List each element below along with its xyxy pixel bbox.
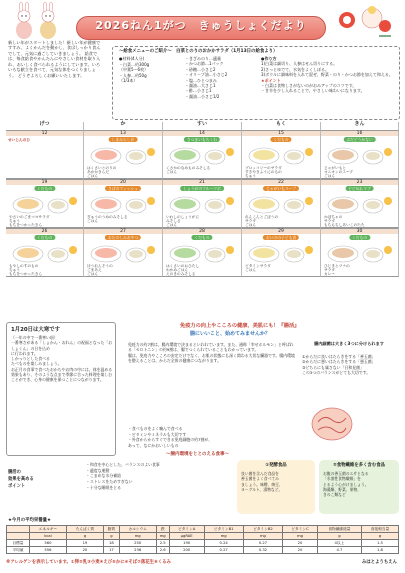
day-number: 12 bbox=[6, 130, 84, 136]
dish-label: すきやきふうにのもの bbox=[245, 170, 282, 175]
gut-tips-list: ・食べものをよく噛んで食べる ・ビタミンやミネラルも大切です ・外食からからすぐできる免疫細胞の約7割が、 あって、なにかおいしいもの bbox=[128, 426, 213, 448]
recipe-body: 1)白菜は細切り、人参はせん切りにする。 2)さっとゆでて、水気をよくしぼる。 3)ボウルに調味料を入れて混ぜ、野菜・のり・かつお節を加えて和える。 bbox=[261, 61, 393, 78]
nutrition-cell: g bbox=[317, 533, 361, 540]
menu-badge: おたのしみおやつ bbox=[105, 235, 141, 240]
menu-badge: くだもの bbox=[34, 235, 55, 240]
menu-cell bbox=[321, 234, 399, 277]
intestine-illustration bbox=[302, 402, 362, 444]
day-number: 22 bbox=[242, 179, 321, 185]
menu-badge: ピピ5ほ-マブ bbox=[345, 186, 374, 191]
nutrition-cell: 2.5 bbox=[156, 540, 169, 547]
day-number: 15 bbox=[242, 130, 321, 136]
gut-diet-title: 〜腸内環境をととのえる食事〜 bbox=[166, 452, 229, 457]
menu-cell bbox=[242, 185, 321, 228]
ingredients-title: ●材料(4人分) bbox=[119, 56, 145, 61]
dish-label: ブロッコリーのサラダ bbox=[245, 166, 282, 170]
dish-label: やさいのごまマヨサラダ bbox=[9, 215, 50, 219]
nutrition-cell: 食塩相当量 bbox=[361, 526, 398, 533]
dish-label: もちをつかったきら bbox=[9, 272, 43, 277]
dish-label: ごはん bbox=[166, 170, 178, 175]
nutrition-cell: ビタミンA bbox=[169, 526, 204, 533]
food-plate-icon bbox=[167, 144, 237, 166]
nutrition-cell: 1.8 bbox=[361, 547, 398, 554]
nutrition-cell: mg bbox=[243, 533, 282, 540]
nutrition-cell: たんぱく質 bbox=[66, 526, 103, 533]
ingredients-list-2: ・きざみのり…適量 ・かつお節…1パック ・砂糖…小さじ2 ・オリーブ油…小さじ2 ・塩…ひとつまみ ・醤油…大さじ1 ・酢…小さじ1 ・醤油…小さじ1/2 bbox=[185, 56, 228, 99]
dish-label: オニオンのスープ bbox=[324, 170, 353, 175]
dish-label: あかかきらだ bbox=[87, 170, 110, 175]
ingredients-list-1: ・白菜…約300g （中葉5〜6枚） ・人参…約50g （1/3本） bbox=[119, 62, 150, 84]
nutrition-cell: 250 bbox=[119, 540, 156, 547]
nutrition-cell: カルシウム bbox=[119, 526, 156, 533]
dish-label: ごはん bbox=[87, 174, 99, 179]
dish-label: じゃがいもと bbox=[324, 166, 347, 170]
day-number: 29 bbox=[242, 228, 321, 234]
nutrition-cell: 20 bbox=[66, 547, 103, 554]
day-number: 30 bbox=[321, 228, 399, 234]
gut-bacteria-body: ①からだに良いはたらきをする「善玉菌」 ②からだに悪いはたらきをする「悪玉菌」 ③どちらにも属さない「日和見菌」 この3つのバランスがとても大切です。 bbox=[302, 354, 376, 376]
day-number: 23 bbox=[321, 179, 399, 185]
menu-cell bbox=[6, 136, 84, 179]
week-row bbox=[6, 136, 399, 179]
nutrition-row bbox=[7, 540, 399, 547]
food-plate-icon bbox=[167, 242, 237, 264]
balance-heading: 腸活の 効果を高める ポイント bbox=[8, 470, 34, 489]
day-number: 27 bbox=[84, 228, 163, 234]
point-title: ★ポイント bbox=[261, 77, 281, 83]
menu-badge: さばのフィッシュ bbox=[105, 186, 141, 191]
menu-cell bbox=[163, 185, 242, 228]
nutrition-cell: 1.5 bbox=[361, 540, 398, 547]
menu-badge: おいのの子ども食 bbox=[263, 235, 299, 240]
allergy-note: ※アレルゲンを表示しています。①卵②乳③小麦④えび⑤かに⑥そば⑦落花生⑧くるみ bbox=[6, 560, 171, 565]
menu-cell bbox=[84, 136, 163, 179]
fermented-food-body: 良い菌を含んだ食品を 善玉菌をよく食べてみ ましょう。味噌、納豆、 ヨーグルト、漬物など。 bbox=[241, 471, 283, 492]
title-banner bbox=[76, 16, 326, 40]
school-name: みはとようちえん bbox=[361, 560, 397, 565]
dish-label: ごまあえ bbox=[87, 268, 102, 273]
daikan-heading: 1月20日は大寒です bbox=[11, 327, 60, 333]
menu-badge: ぶだどうかない bbox=[343, 137, 376, 142]
food-plate-icon bbox=[325, 193, 395, 215]
nutrition-cell: 4以上 bbox=[317, 540, 361, 547]
food-plate-icon bbox=[10, 193, 80, 215]
dish-label: みそしる bbox=[166, 219, 181, 224]
dish-label: ちゅう bbox=[245, 174, 257, 179]
dish-label: サラダ bbox=[324, 219, 336, 224]
dish-label: ひじきとツナの bbox=[324, 264, 350, 268]
nutrition-cell: mg bbox=[204, 533, 243, 540]
nutrition-row bbox=[7, 547, 399, 554]
food-plate-icon bbox=[246, 193, 316, 215]
week-row bbox=[6, 185, 399, 228]
dish-label: もちをつかったきら bbox=[9, 223, 43, 228]
nutrition-cell: 0.27 bbox=[243, 540, 282, 547]
holiday-label: せいじんのひ bbox=[8, 138, 31, 142]
dish-label: ごはん bbox=[166, 223, 178, 228]
daikan-body: （一年の中で一番寒い頃） 一番寒さがある「しょかん・おれん」の祝福となった「おしょくん」の日を込め に行われます。 しかっりとした食べる たべものを楽しみましょう。 お正月の食事で食べたおかちやお肉の中には、体を温める効果もあり、そのような点まで季節に合った料理を楽しむことができ、心身の健康を保つことにつながります。 bbox=[11, 335, 113, 383]
gut-article-subtitle: 腸にいいこと、始めてみませんか？ bbox=[190, 331, 271, 337]
dish-label: ちゅう bbox=[9, 268, 21, 273]
nutrition-cell: 0.27 bbox=[204, 547, 243, 554]
dow-tue: か bbox=[84, 122, 163, 130]
nutrition-cell: 鉄 bbox=[156, 526, 169, 533]
food-plate-icon bbox=[246, 242, 316, 264]
nutrition-cell: 560 bbox=[29, 540, 66, 547]
nutrition-cell: 556 bbox=[29, 547, 66, 554]
menu-badge: しょうがのフルーツボ bbox=[180, 186, 224, 191]
dish-label: くさかのなめものみそしる bbox=[166, 166, 211, 170]
day-number: 20 bbox=[84, 179, 163, 185]
dish-label: ごはん bbox=[245, 268, 257, 273]
dow-mon: げつ bbox=[6, 122, 84, 130]
fermented-food-box bbox=[237, 460, 315, 514]
nutrition-cell: ビタミンB1 bbox=[204, 526, 243, 533]
nutrition-table bbox=[6, 525, 399, 554]
nutrition-cell: 190 bbox=[169, 540, 204, 547]
menu-cell bbox=[163, 136, 242, 179]
nutrition-cell bbox=[7, 533, 30, 540]
nutrition-cell: 食物繊維総量 bbox=[317, 526, 361, 533]
nutrition-cell: 20 bbox=[283, 540, 318, 547]
daikan-article bbox=[6, 322, 116, 456]
day-number: 13 bbox=[84, 130, 163, 136]
nutrition-cell: 脂質 bbox=[103, 526, 119, 533]
dish-label: もちもちしあいこのたた bbox=[324, 223, 365, 228]
dow-wed: すい bbox=[163, 122, 242, 130]
nutrition-cell: 平均値 bbox=[7, 547, 30, 554]
week-row bbox=[6, 234, 399, 277]
dish-label: はくさいのおひたし bbox=[166, 264, 200, 268]
gut-bacteria-heading: 腸内細菌は大きく3つに分けられます bbox=[314, 341, 384, 346]
dish-label: ちゅう bbox=[9, 219, 21, 224]
recipe-title: ●作り方 bbox=[261, 56, 277, 61]
dish-label: れんこんとごぼうの bbox=[245, 215, 279, 219]
nutrition-title: ★今月の平均栄養量★ bbox=[8, 518, 51, 523]
nutrition-cell: 18 bbox=[103, 540, 119, 547]
fiber-food-heading: ②食物繊維を多く含む食品 bbox=[332, 463, 385, 468]
nutrition-cell: mg bbox=[119, 533, 156, 540]
nutrition-cell: kcal bbox=[29, 533, 66, 540]
balance-box bbox=[6, 460, 234, 514]
dish-label: ごはん bbox=[87, 272, 99, 277]
dow-fri: きん bbox=[321, 122, 399, 130]
lunch-calendar bbox=[6, 122, 399, 318]
rabbit-dolls-illustration bbox=[8, 2, 68, 40]
nutrition-cell bbox=[7, 526, 30, 533]
menu-cell bbox=[242, 234, 321, 277]
dish-label: サラダ bbox=[245, 219, 257, 224]
nutrition-cell: g bbox=[361, 533, 398, 540]
dish-label: ほうれんそうの bbox=[87, 264, 113, 268]
menu-badge: くだもの bbox=[191, 235, 212, 240]
fiber-food-box bbox=[319, 460, 399, 514]
nutrition-cell: エネルギー bbox=[29, 526, 66, 533]
dish-label: もやしのすのもの bbox=[9, 264, 39, 268]
gut-health-article bbox=[120, 322, 398, 482]
nutrition-cell: μgRAE bbox=[169, 533, 204, 540]
nutrition-cell: 0.24 bbox=[204, 540, 243, 547]
dish-label: ビタミンサラダ bbox=[245, 264, 271, 268]
food-plate-icon bbox=[10, 242, 80, 264]
dish-label: ごはん bbox=[87, 219, 99, 224]
recipe-steps bbox=[261, 56, 397, 94]
nutrition-cell: ビタミンB2 bbox=[243, 526, 282, 533]
menu-badge: しまみらし仔 bbox=[109, 137, 138, 142]
nutrition-cell: 19 bbox=[66, 540, 103, 547]
menu-badge: さつまいもちくわ bbox=[184, 137, 220, 142]
dish-label: はくさいとのりの bbox=[87, 166, 117, 170]
nutrition-cell: 目標量 bbox=[7, 540, 30, 547]
day-number: 16 bbox=[321, 130, 399, 136]
dish-label: わかめごはん bbox=[166, 268, 189, 273]
dish-label: ごはん bbox=[324, 174, 336, 179]
menu-badge: くだもの bbox=[270, 137, 291, 142]
nutrition-cell: ビタミンC bbox=[283, 526, 318, 533]
nutrition-cell: 2.6 bbox=[156, 547, 169, 554]
food-plate-icon bbox=[167, 193, 237, 215]
food-plate-icon bbox=[325, 242, 395, 264]
nutrition-cell: mg bbox=[283, 533, 318, 540]
dow-thu: もく bbox=[242, 122, 321, 130]
menu-cell bbox=[84, 234, 163, 277]
nutrition-cell: 4.7 bbox=[317, 547, 361, 554]
dish-label: カレー bbox=[324, 272, 336, 277]
greeting-text: 新しい年がスタートしました！新しい年が健康ですすみ、よくかんだを動かし、食ばしっかり食んでして、元気に過ごしていきましょう。 給食では、毎食給食やかんたんにやさしい食材を取り入れ、おいしく食べられるようにしています。いろいろな献立を食べて、元気な体をつくりましょう。 どうぞよろしくお願いいたします。 bbox=[8, 40, 101, 78]
point-body: ・白菜は食物しさがないのがおみアップのコツです。 ・甘辛を少し入れることで、やさしい味わいになります。 bbox=[261, 82, 365, 94]
menu-badge: くだもの bbox=[34, 186, 55, 191]
nutrition-cell: 0.32 bbox=[243, 547, 282, 554]
menu-cell bbox=[6, 185, 84, 228]
food-plate-icon bbox=[88, 242, 158, 264]
food-plate-icon bbox=[88, 193, 158, 215]
menu-badge: くだもの bbox=[349, 235, 370, 240]
day-number: 26 bbox=[6, 228, 84, 234]
menu-cell bbox=[84, 185, 163, 228]
gut-article-body: 免疫力の約7割は、腸内環境で決まるといわれています。また、通称「幸せホルモン」と呼ばれる「セロトニン」の約9割は、腸でつくられていることもわかっています。 腸は、免疫力やこころの安定だけでなく、お肌の状態にも深く関わる大切な臓器です。腸内環境を整えることは、からだ全体の健康につながります。 bbox=[128, 342, 295, 364]
calendar-weeks bbox=[6, 130, 399, 277]
gut-article-title: 免疫力の向上やこころの健康、美肌にも！『腸活』 bbox=[180, 323, 300, 329]
balance-list: ・和食を中心とした、バランスのよい食事 ・適度な運動 ・こまめな水分補給 ・ストレスをためすぎない ・十分な睡眠をとる bbox=[86, 462, 160, 490]
nutrition-cell: 17 bbox=[103, 547, 119, 554]
menu-cell bbox=[321, 136, 399, 179]
menu-badge: じゃがいもスープ bbox=[263, 186, 299, 191]
nutrition-row bbox=[7, 533, 399, 540]
dish-label: いわしのしょうがに bbox=[166, 215, 200, 219]
dow-row bbox=[6, 122, 399, 130]
food-plate-icon bbox=[246, 144, 316, 166]
page-title: 2026ねん1がつ きゅうしょくだより bbox=[95, 19, 307, 32]
dish-label: かぼちゃの bbox=[324, 215, 343, 219]
dish-label: ぎゅうのうめのみそしる bbox=[87, 215, 128, 219]
menu-cell bbox=[163, 234, 242, 277]
menu-cell bbox=[242, 136, 321, 179]
dish-label: えのきのみそしる bbox=[166, 272, 196, 277]
menu-intro-heading: 〜給食メニューのご紹介〜 白菜とのりのおかかサラダ（1月13日の給食より） bbox=[119, 49, 278, 54]
nutrition-cell: 200 bbox=[169, 547, 204, 554]
day-number: 14 bbox=[163, 130, 242, 136]
fermented-food-heading: ①発酵食品 bbox=[265, 463, 287, 468]
food-plate-icon bbox=[88, 144, 158, 166]
dish-label: サラダ bbox=[324, 268, 336, 273]
fiber-food-body: お腹の善玉菌のエサとなる 「水溶性食物繊維」を とるよう心がけましょう。 海藻類、野菜、果物、 きのこ類など bbox=[323, 471, 369, 498]
nutrition-row bbox=[7, 526, 399, 533]
nutrition-cell: g bbox=[103, 533, 119, 540]
menu-intro-box bbox=[112, 46, 400, 120]
day-number: 21 bbox=[163, 179, 242, 185]
day-number: 28 bbox=[163, 228, 242, 234]
food-plate-icon bbox=[325, 144, 395, 166]
menu-cell bbox=[321, 185, 399, 228]
nutrition-cell: 236 bbox=[119, 547, 156, 554]
nutrition-cell: 20 bbox=[283, 547, 318, 554]
dish-label: ごはん bbox=[245, 223, 257, 228]
day-number: 19 bbox=[6, 179, 84, 185]
new-year-decoration-icon bbox=[327, 2, 397, 42]
menu-cell bbox=[6, 234, 84, 277]
nutrition-cell: g bbox=[66, 533, 103, 540]
nutrition-cell: mg bbox=[156, 533, 169, 540]
